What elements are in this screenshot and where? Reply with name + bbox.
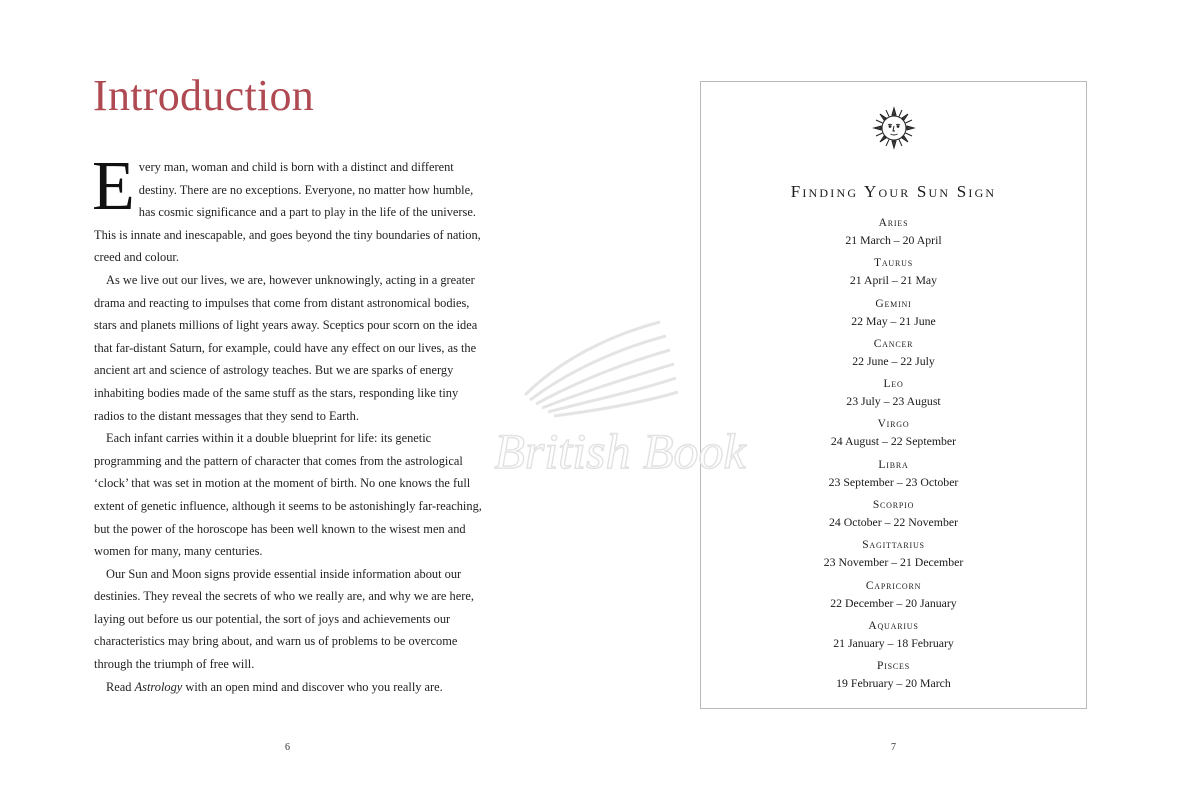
sign-dates: 23 September – 23 October	[828, 474, 959, 489]
sign-dates: 21 March – 20 April	[845, 233, 942, 247]
introduction-text	[92, 148, 484, 698]
sun-sign-heading: Finding Your Sun Sign	[790, 182, 997, 201]
sign-name: Libra	[878, 458, 909, 471]
sign-dates: 22 December – 20 January	[830, 595, 957, 610]
sign-dates: 24 October – 22 November	[828, 515, 959, 530]
sign-entry-gemini	[701, 296, 1086, 336]
right-page	[591, 0, 1182, 800]
sign-entry-capricorn	[701, 578, 1086, 618]
sign-name: Aquarius	[868, 619, 919, 632]
sign-entry-libra	[701, 457, 1086, 497]
sign-entry-sagittarius	[701, 537, 1086, 577]
sign-name: Cancer	[873, 337, 914, 350]
sign-name: Virgo	[877, 418, 910, 431]
paragraph-5-post: with an open mind and discover who you really are.	[182, 679, 443, 694]
sign-name: Pisces	[877, 660, 910, 673]
sign-entry-aries	[701, 215, 1086, 255]
paragraph-5-pre: Read	[106, 679, 135, 694]
sign-entry-virgo	[701, 416, 1086, 456]
sign-entry-cancer	[701, 336, 1086, 376]
paragraph-1	[92, 148, 484, 269]
sign-name: Leo	[883, 378, 904, 391]
paragraph-4: Our Sun and Moon signs provide essential inside information about our destinies. They reveal the secrets of who we really are, and why we are here, laying out before us our potential, the sort of joys and achievements our characteristics may bring about, and warn us of problems to be overcome through the triumph of free will.	[94, 566, 474, 672]
book-title-italic: Astrology	[134, 679, 183, 694]
sign-name: Scorpio	[872, 499, 915, 512]
sign-name: Sagittarius	[862, 539, 925, 552]
sign-dates: 22 May – 21 June	[851, 313, 936, 328]
sign-name: Aries	[878, 217, 909, 229]
sign-entry-scorpio	[701, 497, 1086, 537]
watermark-text: British Book	[494, 423, 746, 479]
sign-dates: 21 January – 18 February	[833, 635, 954, 650]
paragraph-1-text: very man, woman and child is born with a distinct and different destiny. There are no exceptions. Everyone, no matter how humble, has cosmic significance and a part to play in the life of the universe. This is innate and inescapable, and goes beyond the tiny boundaries of nation, creed and colour.	[94, 160, 481, 265]
sign-entry-aquarius	[701, 618, 1086, 658]
page-title: Introduction	[93, 71, 315, 120]
paragraph-3: Each infant carries within it a double blueprint for life: its genetic programming and the pattern of character that comes from the astrological ‘clock’ that was set in motion at the moment of birth. No one knows the full extent of genetic influence, although it seems to be astonishingly far-reaching, but the power of the horoscope has been well known to the wisest men and women for many, many centuries.	[94, 431, 482, 559]
page-number-left: 6	[285, 742, 290, 753]
sign-dates: 22 June – 22 July	[852, 353, 935, 368]
sign-dates: 23 July – 23 August	[846, 394, 941, 409]
sign-entry-pisces	[701, 658, 1086, 698]
sign-entry-taurus	[701, 255, 1086, 295]
sign-dates: 19 February – 20 March	[836, 676, 951, 691]
sign-dates: 21 April – 21 May	[849, 273, 938, 288]
sun-sign-list	[701, 215, 1086, 699]
drop-cap: E	[92, 148, 135, 225]
page-number-right: 7	[891, 742, 896, 753]
sign-dates: 23 November – 21 December	[823, 555, 964, 570]
paragraph-5	[94, 676, 484, 699]
sign-name: Capricorn	[865, 579, 922, 592]
sign-name: Taurus	[874, 257, 913, 270]
sun-sign-panel	[700, 81, 1087, 709]
sign-entry-leo	[701, 376, 1086, 416]
sign-dates: 24 August – 22 September	[830, 434, 957, 449]
paragraph-2: As we live out our lives, we are, however unknowingly, acting in a greater drama and reacting to impulses that come from distant astronomical bodies, stars and planets millions of light years away. Sceptics pour scorn on the idea that far-distant Saturn, for example, could have any effect on our lives, as the ancient art and science of astrology teaches. But we are sparks of energy inhabiting bodies made of the same stuff as the stars, responding like tiny radios to the distant messages that they send to Earth.	[94, 272, 478, 423]
sun-face-icon	[870, 104, 918, 152]
sign-name: Gemini	[875, 297, 912, 310]
